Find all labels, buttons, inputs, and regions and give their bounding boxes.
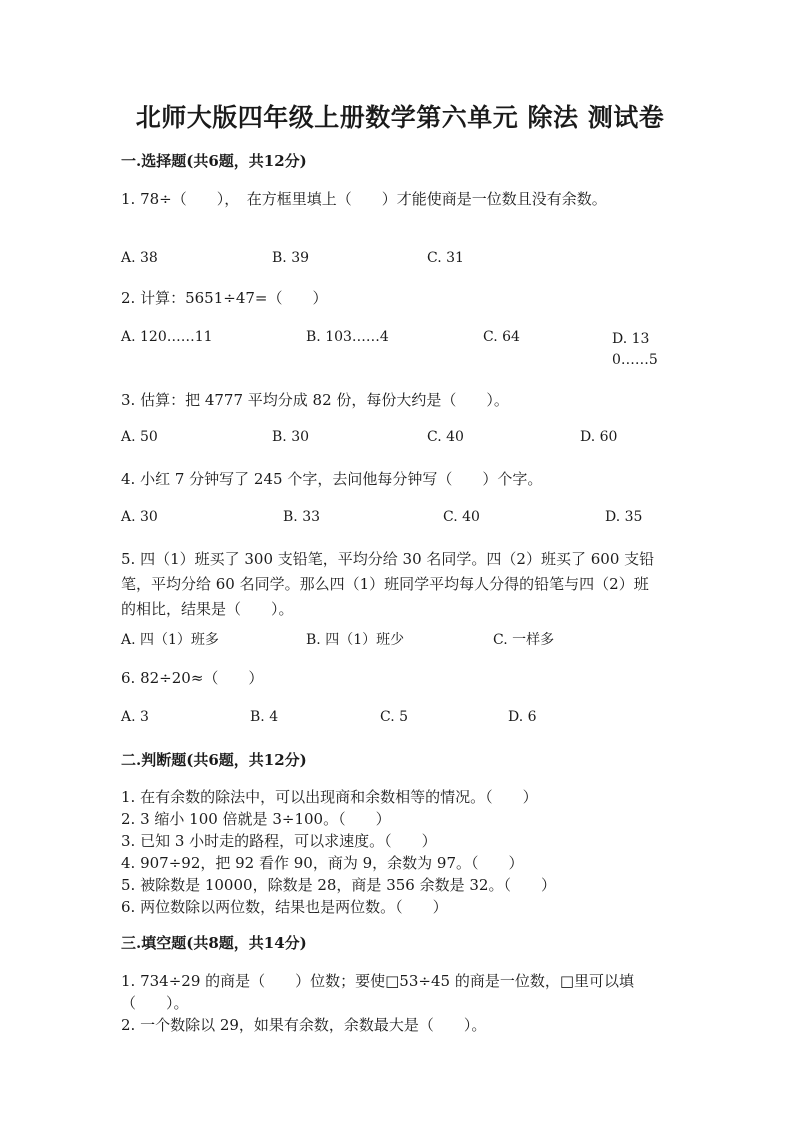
question-1-option-c: C. 31 <box>427 250 464 266</box>
question-2-option-b: B. 103……4 <box>306 329 389 345</box>
question-4-option-b: B. 33 <box>283 509 321 525</box>
true-false-item-2: 2. 3 缩小 100 倍就是 3÷100。（ ） <box>121 810 391 828</box>
question-5-option-b: B. 四（1）班少 <box>306 632 405 648</box>
question-2-option-a: A. 120……11 <box>121 329 213 345</box>
section-heading-choice: 一.选择题(共6题，共12分) <box>121 152 307 170</box>
question-3-option-b: B. 30 <box>272 429 310 445</box>
question-5-line-3: 的相比，结果是（ ）。 <box>121 600 294 618</box>
question-6-option-a: A. 3 <box>121 709 149 725</box>
question-5-option-c: C. 一样多 <box>493 632 555 648</box>
fill-blank-list <box>121 970 634 1036</box>
question-4-option-d: D. 35 <box>605 509 643 525</box>
section-heading-true-false: 二.判断题(共6题，共12分) <box>121 751 307 769</box>
true-false-item-3: 3. 已知 3 小时走的路程，可以求速度。（ ） <box>121 832 437 850</box>
question-5-text <box>121 547 681 622</box>
true-false-item-4: 4. 907÷92，把 92 看作 90，商为 9，余数为 97。（ ） <box>121 854 524 872</box>
true-false-item-5: 5. 被除数是 10000，除数是 28，商是 356 余数是 32。（ ） <box>121 876 556 894</box>
question-6-option-b: B. 4 <box>250 709 279 725</box>
question-4-option-a: A. 30 <box>121 509 158 525</box>
question-5-line-1: 5. 四（1）班买了 300 支铅笔，平均分给 30 名同学。四（2）班买了 600 支铅 <box>121 550 655 568</box>
fill-blank-item-1-line-2: （ ）。 <box>121 994 189 1012</box>
true-false-list <box>121 786 556 918</box>
question-5-option-a: A. 四（1）班多 <box>121 632 219 648</box>
question-1-option-a: A. 38 <box>121 250 158 266</box>
fill-blank-item-1-line-1: 1. 734÷29 的商是（ ）位数；要使□53÷45 的商是一位数，□里可以填 <box>121 972 634 990</box>
question-5-line-2: 笔，平均分给 60 名同学。那么四（1）班同学平均每人分得的铅笔与四（2）班 <box>121 575 649 593</box>
question-3-option-a: A. 50 <box>121 429 158 445</box>
question-4-option-c: C. 40 <box>443 509 480 525</box>
question-1-text: 1. 78÷（ ）， 在方框里填上（ ）才能使商是一位数且没有余数。 <box>121 190 607 208</box>
question-3-option-d: D. 60 <box>580 429 618 445</box>
question-2-option-d: D. 130……5 <box>612 331 658 368</box>
question-4-text: 4. 小红 7 分钟写了 245 个字，去问他每分钟写（ ）个字。 <box>121 470 543 488</box>
page-title: 北师大版四年级上册数学第六单元 除法 测试卷 <box>135 103 665 132</box>
question-1-option-b: B. 39 <box>272 250 310 266</box>
true-false-item-6: 6. 两位数除以两位数，结果也是两位数。（ ） <box>121 898 448 916</box>
section-heading-fill-blank: 三.填空题(共8题，共14分) <box>121 934 307 952</box>
true-false-item-1: 1. 在有余数的除法中，可以出现商和余数相等的情况。（ ） <box>121 788 538 806</box>
question-6-option-c: C. 5 <box>380 709 409 725</box>
question-6-option-d: D. 6 <box>508 709 537 725</box>
question-2-text: 2. 计算：5651÷47=（ ） <box>121 289 328 307</box>
question-3-option-c: C. 40 <box>427 429 464 445</box>
question-3-text: 3. 估算：把 4777 平均分成 82 份，每份大约是（ ）。 <box>121 391 509 409</box>
question-2-option-c: C. 64 <box>483 329 520 345</box>
question-6-text: 6. 82÷20≈（ ） <box>121 669 264 687</box>
fill-blank-item-2: 2. 一个数除以 29，如果有余数，余数最大是（ ）。 <box>121 1016 487 1034</box>
